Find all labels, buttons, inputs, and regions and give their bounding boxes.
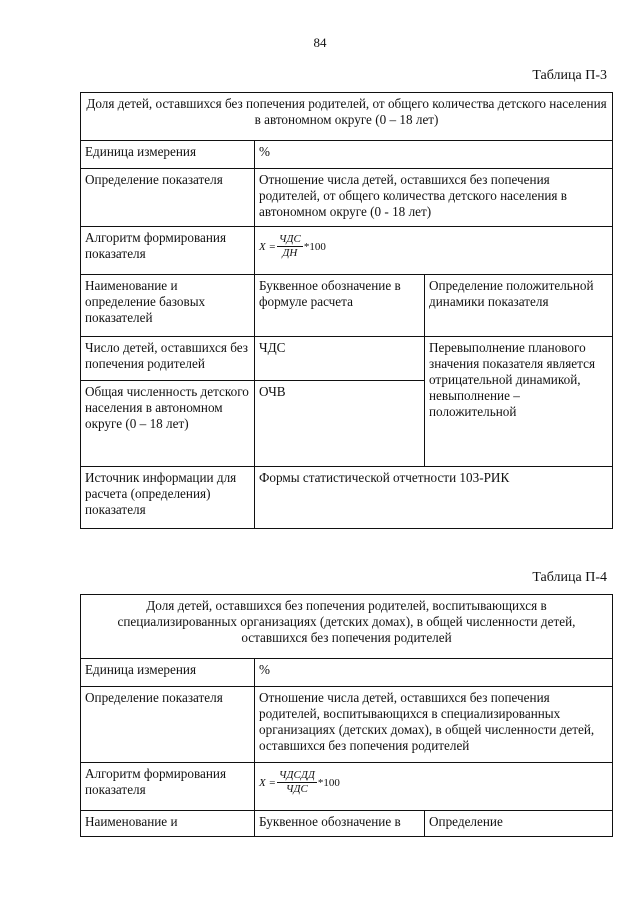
- formula-fraction: [277, 233, 303, 260]
- letter-header: Буквенное обозначение в: [255, 811, 425, 837]
- formula-multiplier: *100: [317, 776, 340, 789]
- page-number: 84: [313, 35, 327, 50]
- item-code: ЧДС: [255, 337, 425, 381]
- item-label: Число детей, оставшихся без попечения родителей: [81, 337, 255, 381]
- formula-lhs: X =: [259, 240, 276, 253]
- formula-cell: [255, 763, 613, 811]
- dynamics-header: Определение: [425, 811, 613, 837]
- unit-value: %: [255, 141, 613, 169]
- unit-value: %: [255, 659, 613, 687]
- item-code: ОЧВ: [255, 381, 425, 467]
- formula-numerator: ЧДСДД: [278, 769, 315, 781]
- table-label-p3: Таблица П-3: [532, 68, 607, 83]
- definition-label: Определение показателя: [81, 169, 255, 227]
- definition-label: Определение показателя: [81, 687, 255, 763]
- unit-label: Единица измерения: [81, 141, 255, 169]
- formula: [259, 233, 326, 260]
- formula-denominator: ДН: [282, 247, 298, 259]
- formula-fraction: [277, 769, 317, 796]
- formula-cell: [255, 227, 613, 275]
- dynamics-header: Определение положительной динамики показателя: [425, 275, 613, 337]
- formula-denominator: ЧДС: [285, 783, 308, 795]
- table-title: Доля детей, оставшихся без попечения родителей, воспитывающихся в специализированных организациях (детских домах), в общей численности детей, оставшихся без попечения родителей: [81, 595, 613, 659]
- formula-numerator: ЧДС: [278, 233, 301, 245]
- formula: [259, 769, 340, 796]
- definition-value: Отношение числа детей, оставшихся без попечения родителей, воспитывающихся в специализированных организациях (детских домах), в общей численности детей, оставшихся без попечения родителей: [255, 687, 613, 763]
- table-p4: [80, 594, 613, 837]
- unit-label: Единица измерения: [81, 659, 255, 687]
- base-indicators-label: Наименование и определение базовых показателей: [81, 275, 255, 337]
- letter-header: Буквенное обозначение в формуле расчета: [255, 275, 425, 337]
- dynamics-value: Перевыполнение планового значения показателя является отрицательной динамикой, невыполнение – положительной: [425, 337, 613, 467]
- table-title: Доля детей, оставшихся без попечения родителей, от общего количества детского населения в автономном округе (0 – 18 лет): [81, 93, 613, 141]
- formula-multiplier: *100: [303, 240, 326, 253]
- algorithm-label: Алгоритм формирования показателя: [81, 227, 255, 275]
- item-label: Общая численность детского населения в автономном округе (0 – 18 лет): [81, 381, 255, 467]
- formula-lhs: X =: [259, 776, 276, 789]
- table-p3: [80, 92, 613, 529]
- base-indicators-label: Наименование и: [81, 811, 255, 837]
- definition-value: Отношение числа детей, оставшихся без попечения родителей, от общего количества детского населения в автономном округе (0 - 18 лет): [255, 169, 613, 227]
- table-label-p4: Таблица П-4: [532, 570, 607, 585]
- source-label: Источник информации для расчета (определения) показателя: [81, 467, 255, 529]
- algorithm-label: Алгоритм формирования показателя: [81, 763, 255, 811]
- source-value: Формы статистической отчетности 103-РИК: [255, 467, 613, 529]
